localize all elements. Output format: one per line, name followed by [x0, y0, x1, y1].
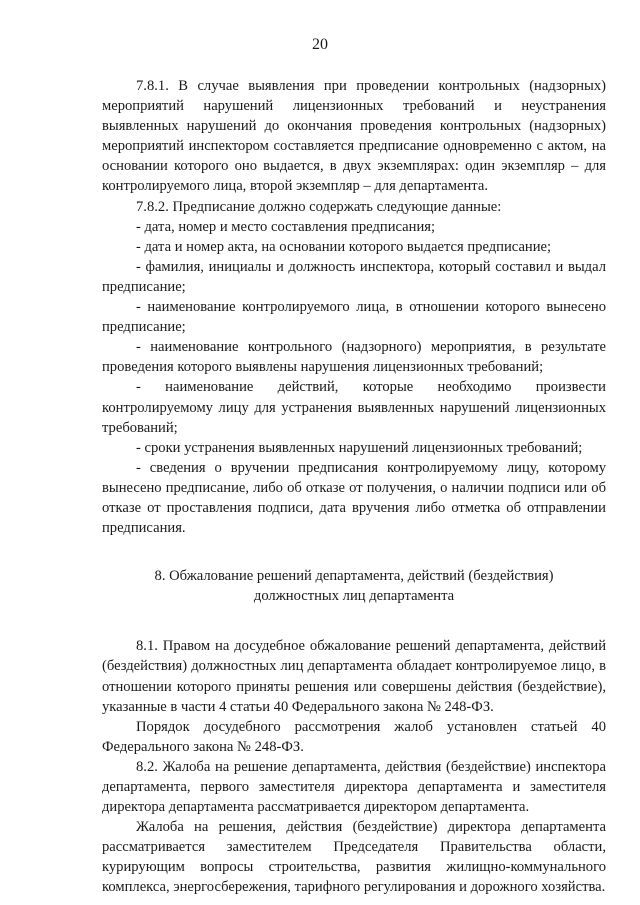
- list-item: - сведения о вручении предписания контролируемому лицу, которому вынесено предписание, либо об отказе от получения, о наличии подписи или об отказе от проставления подписи, дата вручения либо отметка об отправлении предписания.: [102, 459, 606, 537]
- list-item: - дата, номер и место составления предписания;: [136, 218, 436, 235]
- list-item: - сроки устранения выявленных нарушений лицензионных требований;: [136, 439, 583, 456]
- section-heading: [102, 566, 606, 606]
- paragraph-7-8-1: 7.8.1. В случае выявления при проведении контрольных (надзорных) мероприятий нарушений лицензионных требований и неустранения выявленных нарушений до окончания проведения контрольных (надзорных) мероприятий инспектором составляется предписание одновременно с актом, на основании которого оно выдается, в двух экземплярах: один экземпляр – для контролируемого лица, второй экземпляр – для департамента.: [102, 78, 606, 195]
- section-heading-line-2: должностных лиц департамента: [253, 588, 455, 605]
- list-item: - фамилия, инициалы и должность инспектора, который составил и выдал предписание;: [102, 258, 606, 295]
- paragraph: Жалоба на решения, действия (бездействие) директора департамента рассматривается заместителем Председателя Правительства области, курирующим вопросы строительства, развития жилищно-коммунального комплекса, энергосбережения, тарифного регулирования и дорожного хозяйства.: [102, 819, 606, 896]
- page-number: 20: [312, 36, 328, 53]
- list-item: - наименование действий, которые необходимо произвести контролируемому лицу для устранения выявленных нарушений лицензионных требований;: [102, 379, 606, 436]
- paragraph-8-2: 8.2. Жалоба на решение департамента, действия (бездействие) инспектора департамента, первого заместителя директора департамента и заместителя директора департамента рассматривается директором департамента.: [102, 758, 606, 816]
- section-heading-line-1: 8. Обжалование решений департамента, действий (бездействия): [154, 568, 554, 585]
- list-item: - дата и номер акта, на основании которого выдается предписание;: [136, 238, 552, 255]
- document-body: [102, 76, 606, 898]
- paragraph: Порядок досудебного рассмотрения жалоб установлен статьей 40 Федерального закона № 248-ФЗ.: [102, 718, 606, 755]
- list-item: - наименование контрольного (надзорного) мероприятия, в результате проведения которого выявлены нарушения лицензионных требований;: [102, 339, 606, 376]
- list-item: - наименование контролируемого лица, в отношении которого вынесено предписание;: [102, 299, 606, 336]
- paragraph-8-1: 8.1. Правом на досудебное обжалование решений департамента, действий (бездействия) должностных лиц департамента обладает контролируемое лицо, в отношении которого приняты решения или совершены действия (бездействие), указанные в части 4 статьи 40 Федерального закона № 248-ФЗ.: [102, 638, 606, 715]
- paragraph-7-8-2: 7.8.2. Предписание должно содержать следующие данные:: [136, 198, 502, 215]
